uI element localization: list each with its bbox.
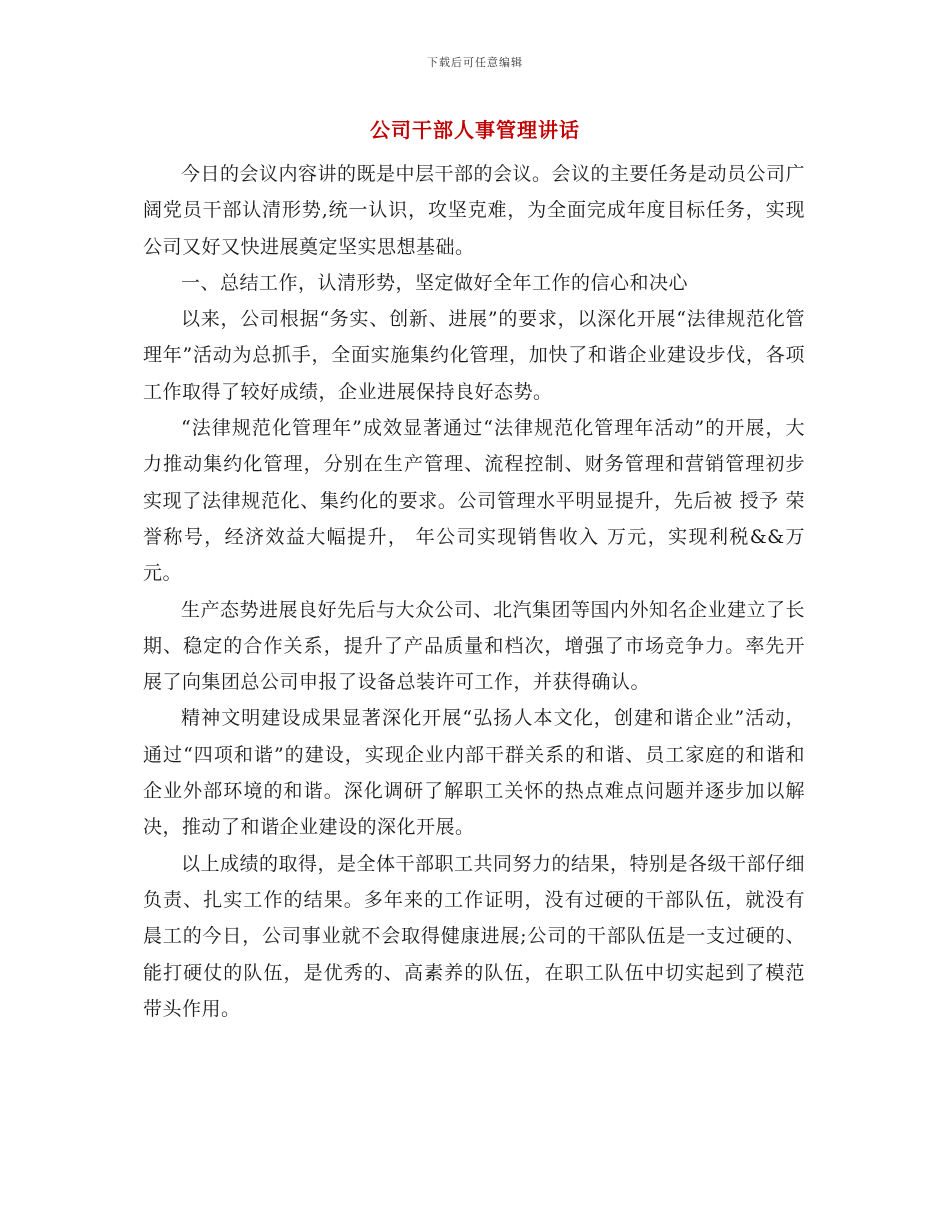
document-body [143,156,805,1027]
paragraph-achievements: 以上成绩的取得，是全体干部职工共同努力的结果，特别是各级干部仔细负责、扎实工作的结果。多年来的工作证明，没有过硬的干部队伍，就没有晨工的今日，公司事业就不会取得健康进展;公司的干部队伍是一支过硬的、能打硬仗的队伍，是优秀的、高素养的队伍，在职工队伍中切实起到了模范带头作用。 [143,852,806,1020]
paragraph-overview: 以来，公司根据“务实、创新、进展”的要求，以深化开展“法律规范化管理年”活动为总抓手，全面实施集约化管理，加快了和谐企业建设步伐，各项工作取得了较好成绩，企业进展保持良好态势。 [143,308,805,403]
paragraph-production: 生产态势进展良好先后与大众公司、北汽集团等国内外知名企业建立了长期、稳定的合作关系，提升了产品质量和档次，增强了市场竞争力。率先开展了向集团总公司申报了设备总装许可工作，并获得确认。 [143,598,806,694]
paragraph-civilization: 精神文明建设成果显著深化开展“弘扬人本文化，创建和谐企业”活动，通过“四项和谐”的建设，实现企业内部干群关系的和谐、员工家庭的和谐和企业外部环境的和谐。深化调研了解职工关怀的热点难点问题并逐步加以解决，推动了和谐企业建设的深化开展。 [143,707,805,839]
document-title: 公司干部人事管理讲话 [370,118,580,142]
page-header-note: 下载后可任意编辑 [427,56,523,69]
section-heading-1: 一、总结工作，认清形势，坚定做好全年工作的信心和决心 [181,271,689,294]
paragraph-management-year: “法律规范化管理年”成效显著通过“法律规范化管理年活动”的开展，大力推动集约化管理，分别在生产管理、流程控制、财务管理和营销管理初步实现了法律规范化、集约化的要求。公司管理水平明显提升，先后被 授予 荣誉称号，经济效益大幅提升， 年公司实现销售收入 万元，实现利税&&万元。 [143,417,805,585]
paragraph-intro: 今日的会议内容讲的既是中层干部的会议。会议的主要任务是动员公司广阔党员干部认清形势,统一认识，攻坚克难，为全面完成年度目标任务，实现公司又好又快进展奠定坚实思想基础。 [143,163,806,258]
